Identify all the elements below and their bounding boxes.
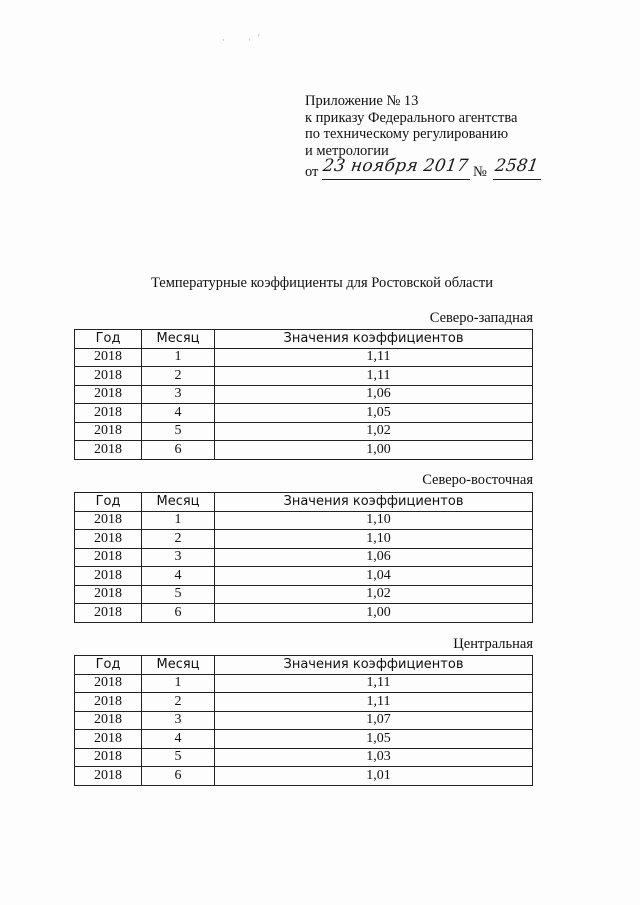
number-underline [493,179,541,180]
table-header-row [75,493,533,512]
table-row [75,693,533,712]
cell-year: 2018 [75,693,142,712]
table-row [75,567,533,586]
cell-year: 2018 [75,511,142,530]
cell-coefficient: 1,03 [215,748,533,767]
column-header-year: Год [75,493,142,512]
table-row [75,404,533,423]
cell-coefficient: 1,11 [215,674,533,693]
column-header-value: Значения коэффициентов [215,656,533,675]
table-header-row [75,656,533,675]
appendix-line: и метрологии [305,142,389,159]
appendix-line: по техническому регулированию [305,126,509,142]
cell-year: 2018 [75,404,142,423]
scan-speck: ' [258,33,260,43]
cell-coefficient: 1,05 [215,404,533,423]
region-label: Северо-западная [429,310,533,326]
cell-year: 2018 [75,604,142,623]
table-row [75,711,533,730]
cell-year: 2018 [75,530,142,549]
appendix-line: Приложение № 13 [305,93,419,109]
scan-speck: · [222,35,225,45]
cell-coefficient: 1,10 [215,511,533,530]
cell-month: 2 [142,367,215,386]
cell-coefficient: 1,04 [215,567,533,586]
cell-year: 2018 [75,422,142,441]
cell-year: 2018 [75,748,142,767]
cell-coefficient: 1,00 [215,604,533,623]
cell-month: 6 [142,441,215,460]
region-label: Северо-восточная [422,472,533,488]
table-row [75,767,533,786]
cell-month: 5 [142,748,215,767]
column-header-value: Значения коэффициентов [215,330,533,349]
cell-coefficient: 1,10 [215,530,533,549]
cell-coefficient: 1,00 [215,441,533,460]
table-row [75,441,533,460]
cell-month: 4 [142,567,215,586]
column-header-year: Год [75,330,142,349]
table-row [75,385,533,404]
column-header-month: Месяц [142,493,215,512]
column-header-month: Месяц [142,330,215,349]
cell-month: 6 [142,767,215,786]
appendix-header [305,93,540,183]
cell-month: 5 [142,422,215,441]
cell-year: 2018 [75,674,142,693]
region-label: Центральная [453,636,533,652]
column-header-month: Месяц [142,656,215,675]
cell-month: 2 [142,530,215,549]
cell-month: 1 [142,348,215,367]
table-row [75,348,533,367]
cell-month: 1 [142,511,215,530]
cell-year: 2018 [75,548,142,567]
cell-month: 2 [142,693,215,712]
cell-year: 2018 [75,441,142,460]
order-date-number-line [305,156,540,183]
cell-month: 5 [142,585,215,604]
cell-coefficient: 1,06 [215,385,533,404]
coefficients-table [74,492,533,623]
cell-year: 2018 [75,711,142,730]
table-header-row [75,330,533,349]
cell-month: 3 [142,385,215,404]
cell-coefficient: 1,06 [215,548,533,567]
table-row [75,585,533,604]
handwritten-date: 23 ноября 2017 [321,156,470,176]
cell-coefficient: 1,01 [215,767,533,786]
handwritten-order-number: 2581 [493,156,540,176]
table-row [75,548,533,567]
cell-coefficient: 1,11 [215,693,533,712]
cell-coefficient: 1,02 [215,422,533,441]
table-row [75,748,533,767]
cell-coefficient: 1,11 [215,367,533,386]
table-row [75,674,533,693]
appendix-line: к приказу Федерального агентства [305,109,518,126]
coefficients-table [74,655,533,786]
cell-coefficient: 1,07 [215,711,533,730]
from-label: от [305,164,319,180]
table-row [75,730,533,749]
number-sign: № [473,164,487,180]
cell-year: 2018 [75,567,142,586]
cell-coefficient: 1,02 [215,585,533,604]
cell-coefficient: 1,11 [215,348,533,367]
column-header-value: Значения коэффициентов [215,493,533,512]
cell-year: 2018 [75,348,142,367]
cell-month: 3 [142,548,215,567]
cell-year: 2018 [75,367,142,386]
date-underline [322,179,470,180]
scan-speck: · [248,35,251,45]
cell-month: 4 [142,404,215,423]
cell-year: 2018 [75,385,142,404]
cell-month: 6 [142,604,215,623]
table-row [75,422,533,441]
table-row [75,367,533,386]
cell-year: 2018 [75,767,142,786]
coefficients-table [74,329,533,460]
document-title: Температурные коэффициенты для Ростовской области [150,275,494,291]
cell-month: 1 [142,674,215,693]
table-row [75,530,533,549]
cell-year: 2018 [75,730,142,749]
cell-year: 2018 [75,585,142,604]
table-row [75,511,533,530]
cell-month: 4 [142,730,215,749]
table-row [75,604,533,623]
cell-coefficient: 1,05 [215,730,533,749]
column-header-year: Год [75,656,142,675]
cell-month: 3 [142,711,215,730]
